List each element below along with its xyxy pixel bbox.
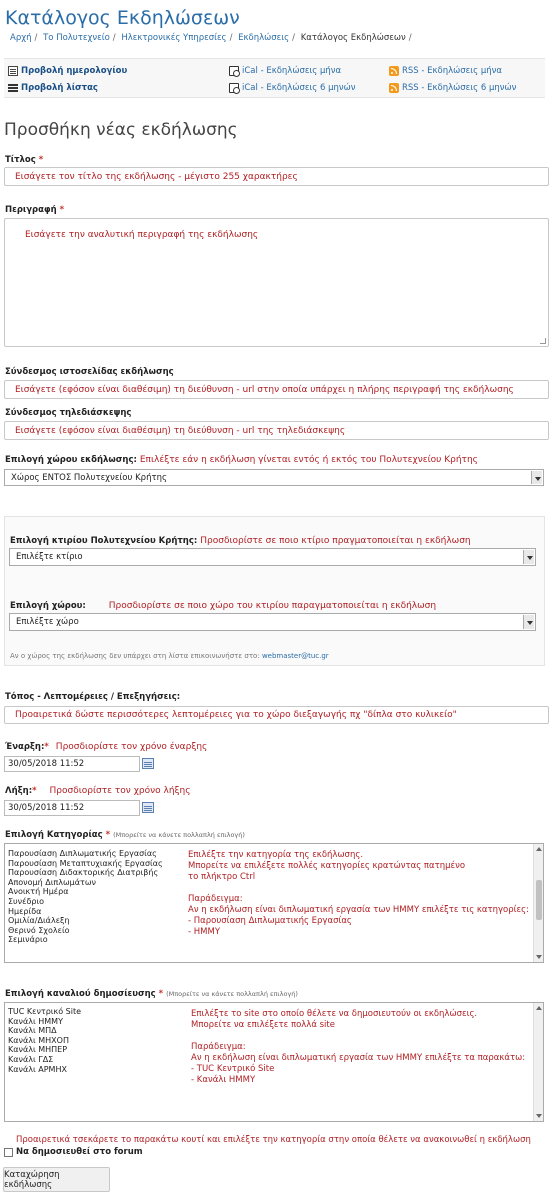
teleconference-placeholder: Εισάγετε (εφόσον είναι διαθέσιμη) τη διεύθυνση - url της τηλεδιάσκεψης [15, 425, 346, 436]
breadcrumb-e-services[interactable]: Ηλεκτρονικές Υπηρεσίες [121, 33, 227, 43]
calendar-icon [8, 66, 18, 76]
end-hint: Προσδιορίστε τον χρόνο λήξης [49, 786, 191, 796]
building-hint: Προσδιορίστε σε ποιο κτίριο πραγματοποιείται η εκδήλωση [200, 536, 471, 546]
rss-icon [389, 83, 399, 93]
website-placeholder: Εισάγετε (εφόσον είναι διαθέσιμη) τη διεύθυνση - url στην οποία υπάρχει η πλήρης περιγραφή της εκδήλωσης [15, 384, 514, 395]
list-item[interactable]: Παρουσίαση Διπλωματικής Εργασίας [8, 849, 157, 858]
start-label [5, 742, 207, 752]
webmaster-email-link[interactable]: webmaster@tuc.gr [261, 652, 329, 660]
breadcrumb-separator: / [292, 33, 295, 43]
channels-hint-line: Παράδειγμα: [191, 1042, 246, 1052]
start-hint: Προσδιορίστε τον χρόνο έναρξης [55, 742, 208, 752]
categories-label-text: Επιλογή Κατηγορίας [5, 830, 103, 840]
breadcrumb-events[interactable]: Εκδηλώσεις [238, 33, 290, 43]
venue-choice-label-text: Επιλογή χώρου εκδήλωσης: [5, 455, 137, 465]
channels-hint-line: Αν η εκδήλωση είναι διπλωματική εργασία των ΗΜΜΥ επιλέξτε τα παρακάτω: [191, 1053, 526, 1063]
forum-hint: Προαιρετικά τσεκάρετε το παρακάτω κουτί και επιλέξτε την κατηγορία στην οποία θέλετε να ανακοινωθεί η εκδήλωση [16, 1135, 531, 1145]
chevron-down-icon [531, 471, 542, 484]
scroll-down-icon[interactable] [536, 955, 542, 959]
breadcrumb-university[interactable]: Το Πολυτεχνείο [43, 33, 110, 43]
website-input[interactable] [4, 380, 549, 399]
breadcrumb-separator: / [408, 33, 412, 43]
list-item[interactable]: Παρουσίαση Διδακτορικής Διατριβής [8, 868, 159, 878]
description-textarea[interactable] [4, 218, 549, 347]
description-label [5, 205, 64, 215]
categories-label [5, 830, 245, 840]
rss-month-link[interactable] [389, 66, 502, 76]
calendar-picker-icon[interactable] [142, 758, 154, 769]
channels-instructions [191, 1009, 525, 1086]
place-details-input[interactable] [4, 706, 549, 724]
categories-hint-line: Παράδειγμα: [188, 894, 243, 904]
end-label [5, 786, 191, 796]
calendar-view-label: Προβολή ημερολογίου [21, 66, 128, 76]
scroll-thumb[interactable] [536, 880, 542, 920]
list-item[interactable]: Σεμινάριο [8, 935, 48, 945]
teleconference-label: Σύνδεσμος τηλεδιάσκεψης [5, 408, 132, 418]
start-datetime-input[interactable]: 30/05/2018 11:52 [4, 756, 140, 772]
list-item[interactable]: Κανάλι ΓΔΣ [8, 1054, 54, 1064]
place-details-placeholder: Προαιρετικά δώστε περισσότερες λεπτομέρειες για το χώρο διεξαγωγής πχ "δίπλα στο κυλικείο" [15, 710, 457, 720]
resize-handle-icon[interactable] [540, 338, 546, 344]
description-label-text: Περιγραφή [5, 205, 57, 215]
room-label [10, 601, 436, 611]
description-placeholder: Εισάγετε την αναλυτική περιγραφή της εκδήλωσης [25, 230, 259, 240]
breadcrumb-home[interactable]: Αρχή [10, 33, 32, 43]
list-view-label: Προβολή λίστας [21, 83, 98, 93]
list-item[interactable]: TUC Κεντρικό Site [8, 1007, 82, 1016]
place-details-label: Τόπος - Λεπτομέρειες / Επεξηγήσεις: [5, 692, 181, 702]
ical-icon [229, 83, 239, 93]
required-mark: * [105, 830, 111, 840]
categories-hint-line: Αν η εκδήλωση είναι διπλωματική εργασία των ΗΜΜΥ επιλέξτε τις κατηγορίες: [188, 905, 529, 915]
calendar-view-link[interactable] [8, 66, 127, 76]
rss-icon [389, 66, 399, 76]
list-item[interactable]: Ανοικτή Ημέρα [8, 887, 69, 897]
room-hint: Προσδιορίστε σε ποιο χώρο του κτιρίου παραγματοποιείται η εκδήλωση [108, 601, 437, 611]
breadcrumb-current: Κατάλογος Εκδηλώσεων [300, 33, 406, 43]
categories-hint-line: Μπορείτε να επιλέξετε πολλές κατηγορίες κρατώντας πατημένο [188, 861, 466, 871]
list-item[interactable]: Κανάλι ΗΜΜΥ [8, 1016, 63, 1026]
ical-month-link[interactable] [229, 66, 341, 76]
categories-instructions [188, 850, 529, 938]
room-note [10, 652, 329, 660]
list-item[interactable]: Παρουσίαση Μεταπτυχιακής Εργασίας [8, 858, 163, 868]
list-item[interactable]: Ημερίδα [8, 906, 42, 916]
scroll-up-icon[interactable] [536, 1006, 542, 1010]
list-view-link[interactable] [8, 83, 98, 93]
channels-hint-line: - TUC Κεντρικό Site [191, 1064, 275, 1074]
list-item[interactable]: Θερινό Σχολείο [8, 925, 70, 935]
venue-choice-select[interactable] [4, 469, 544, 486]
ical-month-label: iCal - Εκδηλώσεις μήνα [242, 66, 342, 76]
channels-scrollbar[interactable] [533, 1003, 543, 1121]
title-input[interactable] [4, 167, 549, 186]
list-item[interactable]: Κανάλι ΜΠΔ [8, 1026, 57, 1036]
room-select[interactable] [9, 613, 536, 631]
chevron-down-icon [523, 550, 534, 564]
rss-month-label: RSS - Εκδηλώσεις μήνα [402, 66, 502, 76]
building-label [10, 536, 471, 546]
list-item[interactable]: Κανάλι ΜΗΧΟΠ [8, 1035, 69, 1045]
breadcrumb-separator: / [229, 33, 233, 43]
channels-listbox[interactable] [4, 1002, 544, 1122]
channels-label-text: Επιλογή καναλιού δημοσίευσης [5, 989, 156, 999]
ical-6months-label: iCal - Εκδηλώσεις 6 μηνών [242, 83, 356, 93]
categories-hint-line: - ΗΜΜΥ [188, 927, 221, 937]
teleconference-input[interactable] [4, 421, 549, 440]
channels-hint-line: - Κανάλι ΗΜΜΥ [191, 1075, 256, 1085]
categories-hint-line [188, 883, 529, 894]
list-icon [8, 83, 18, 93]
rss-6months-link[interactable] [389, 83, 516, 93]
required-mark: * [38, 155, 44, 165]
building-select[interactable] [9, 548, 536, 566]
channels-hint-line: Μπορείτε να επιλέξετε πολλά site [191, 1020, 335, 1030]
forum-checkbox-label: Να δημοσιευθεί στο forum [16, 1147, 143, 1157]
categories-listbox[interactable] [4, 843, 544, 963]
forum-checkbox[interactable] [4, 1148, 13, 1157]
categories-hint-line: - Παρουσίαση Διπλωματικής Εργασίας [188, 916, 352, 926]
start-label-text: Έναρξη: [5, 742, 45, 752]
title-placeholder: Εισάγετε τον τίτλο της εκδήλωσης - μέγιστο 255 χαρακτήρες [15, 171, 298, 182]
categories-note: (Μπορείτε να κάνετε πολλαπλή επιλογή) [113, 831, 245, 839]
required-mark: * [44, 742, 49, 752]
title-label-text: Τίτλος [5, 155, 36, 165]
room-value: Επιλέξτε χώρο [16, 617, 79, 627]
website-label: Σύνδεσμος ιστοσελίδας εκδήλωσης [5, 367, 174, 377]
list-item[interactable]: Κανάλι ΜΗΠΕΡ [8, 1045, 68, 1055]
list-item[interactable]: Απονομή Διπλωμάτων [8, 877, 97, 887]
venue-choice-hint: Επιλέξτε εάν η εκδήλωση γίνεται εντός ή εκτός του Πολυτεχνείου Κρήτης [139, 455, 478, 465]
list-item[interactable]: Κανάλι ΑΡΜΗΧ [8, 1064, 67, 1074]
scroll-up-icon[interactable] [536, 847, 542, 851]
categories-hint-line: το πλήκτρο Ctrl [188, 872, 256, 882]
end-label-text: Λήξη: [5, 786, 33, 796]
venue-choice-value: Χώρος ΕΝΤΟΣ Πολυτεχνείου Κρήτης [11, 472, 167, 483]
breadcrumb [10, 33, 415, 43]
venue-choice-label [5, 455, 478, 465]
building-value: Επιλέξτε κτίριο [16, 552, 83, 562]
forum-option[interactable] [4, 1147, 143, 1157]
chevron-down-icon [523, 615, 534, 629]
categories-scrollbar[interactable] [533, 844, 543, 962]
list-item[interactable]: Ομιλία/Διάλεξη [8, 916, 70, 926]
breadcrumb-separator: / [34, 33, 38, 43]
channels-hint-line [191, 1031, 525, 1042]
page-title: Κατάλογος Εκδηλώσεων [5, 7, 240, 29]
channels-hint-line: Επιλέξτε το site στο οποίο θέλετε να δημοσιευτούν οι εκδηλώσεις. [191, 1009, 478, 1019]
calendar-picker-icon[interactable] [142, 802, 154, 813]
ical-6months-link[interactable] [229, 83, 356, 93]
form-heading: Προσθήκη νέας εκδήλωσης [4, 120, 238, 140]
rss-6months-label: RSS - Εκδηλώσεις 6 μηνών [402, 83, 517, 93]
required-mark: * [32, 786, 37, 796]
submit-button[interactable]: Καταχώρηση εκδήλωσης [3, 1167, 110, 1192]
room-label-text: Επιλογή χώρου: [10, 601, 86, 611]
list-item[interactable]: Συνέδριο [8, 896, 45, 906]
channels-note: (Μπορείτε να κάνετε πολλαπλή επιλογή) [166, 990, 298, 998]
required-mark: * [158, 989, 164, 999]
channels-options [8, 1007, 81, 1074]
title-label [5, 155, 43, 165]
scroll-down-icon[interactable] [536, 1114, 542, 1118]
end-datetime-input[interactable]: 30/05/2018 11:52 [4, 800, 140, 816]
categories-hint-line: Επιλέξτε την κατηγορία της εκδήλωσης. [188, 850, 364, 860]
breadcrumb-separator: / [112, 33, 116, 43]
channels-label [5, 989, 298, 999]
categories-options [8, 849, 163, 945]
required-mark: * [59, 205, 65, 215]
ical-icon [229, 66, 239, 76]
room-note-text: Αν ο χώρος της εκδήλωσης δεν υπάρχει στη λίστα επικοινωνήστε στο: [10, 652, 260, 660]
building-label-text: Επιλογή κτιρίου Πολυτεχνείου Κρήτης: [10, 536, 198, 546]
